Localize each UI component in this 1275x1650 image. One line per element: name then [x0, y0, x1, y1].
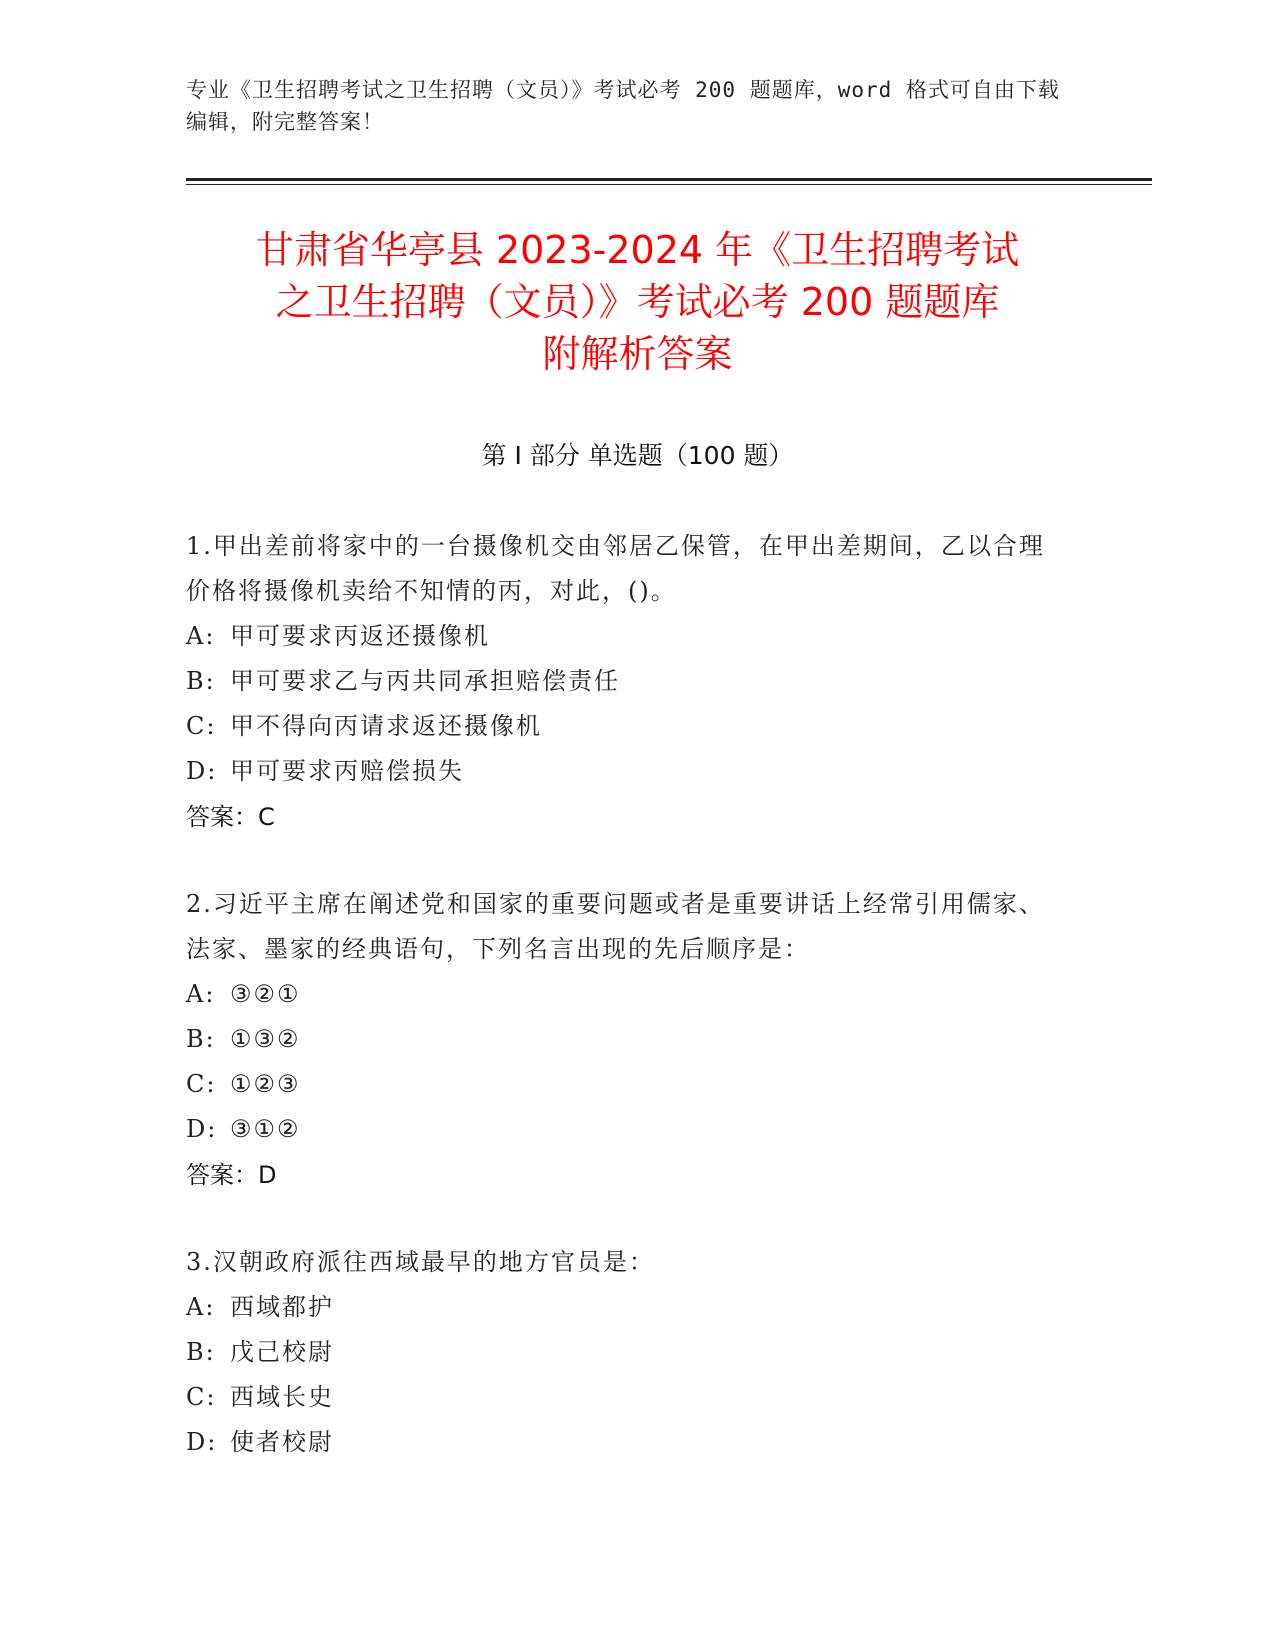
question-1	[186, 524, 1066, 840]
option-key: D:	[186, 1115, 218, 1143]
document-title	[150, 224, 1125, 380]
option-key: D:	[186, 1428, 218, 1456]
option-text: ③②①	[230, 980, 301, 1008]
option-text: 戊己校尉	[230, 1338, 334, 1366]
section-heading: 第 I 部分 单选题（100 题）	[481, 441, 794, 470]
option-text: 甲可要求乙与丙共同承担赔偿责任	[230, 667, 620, 695]
option-key: C:	[186, 712, 217, 740]
option-b	[186, 1017, 1066, 1062]
answer-line: 答案：D	[186, 1161, 277, 1189]
option-key: D:	[186, 757, 218, 785]
option-c	[186, 1062, 1066, 1107]
option-text: ①②③	[230, 1070, 301, 1098]
question-2	[186, 882, 1066, 1198]
title-line-3: 附解析答案	[542, 332, 733, 376]
option-text: 西域长史	[230, 1383, 334, 1411]
option-text: ①③②	[230, 1025, 301, 1053]
option-a	[186, 614, 1066, 659]
option-key: A:	[186, 622, 216, 650]
option-text: 甲可要求丙赔偿损失	[230, 757, 464, 785]
intro-text: 专业《卫生招聘考试之卫生招聘（文员）》考试必考 200 题题库，word 格式可自由下载编辑，附完整答案！	[186, 78, 1060, 134]
question-list	[186, 524, 1066, 1507]
option-d	[186, 1420, 1066, 1465]
option-b	[186, 1330, 1066, 1375]
option-key: C:	[186, 1070, 217, 1098]
question-3	[186, 1240, 1066, 1465]
option-d	[186, 1107, 1066, 1152]
option-text: 使者校尉	[230, 1428, 334, 1456]
header-divider-thin	[186, 184, 1152, 185]
question-stem: 2.习近平主席在阐述党和国家的重要问题或者是重要讲话上经常引用儒家、法家、墨家的经典语句，下列名言出现的先后顺序是：	[186, 890, 1045, 963]
option-text: ③①②	[230, 1115, 301, 1143]
option-text: 西域都护	[230, 1293, 334, 1321]
title-line-2: 之卫生招聘（文员）》考试必考 200 题题库	[275, 280, 1000, 324]
question-stem: 1.甲出差前将家中的一台摄像机交由邻居乙保管，在甲出差期间，乙以合理价格将摄像机卖给不知情的丙，对此，()。	[186, 532, 1045, 605]
option-key: B:	[186, 1338, 216, 1366]
option-key: A:	[186, 980, 216, 1008]
option-c	[186, 1375, 1066, 1420]
option-a	[186, 1285, 1066, 1330]
option-text: 甲可要求丙返还摄像机	[230, 622, 490, 650]
option-d	[186, 749, 1066, 794]
option-key: B:	[186, 1025, 216, 1053]
option-key: A:	[186, 1293, 216, 1321]
option-key: C:	[186, 1383, 217, 1411]
answer-line: 答案：C	[186, 803, 275, 831]
option-a	[186, 972, 1066, 1017]
option-key: B:	[186, 667, 216, 695]
header-divider-thick	[186, 178, 1152, 181]
option-c	[186, 704, 1066, 749]
option-text: 甲不得向丙请求返还摄像机	[230, 712, 542, 740]
title-line-1: 甘肃省华亭县 2023-2024 年《卫生招聘考试	[255, 228, 1020, 272]
option-b	[186, 659, 1066, 704]
question-stem: 3.汉朝政府派往西域最早的地方官员是：	[186, 1248, 655, 1276]
